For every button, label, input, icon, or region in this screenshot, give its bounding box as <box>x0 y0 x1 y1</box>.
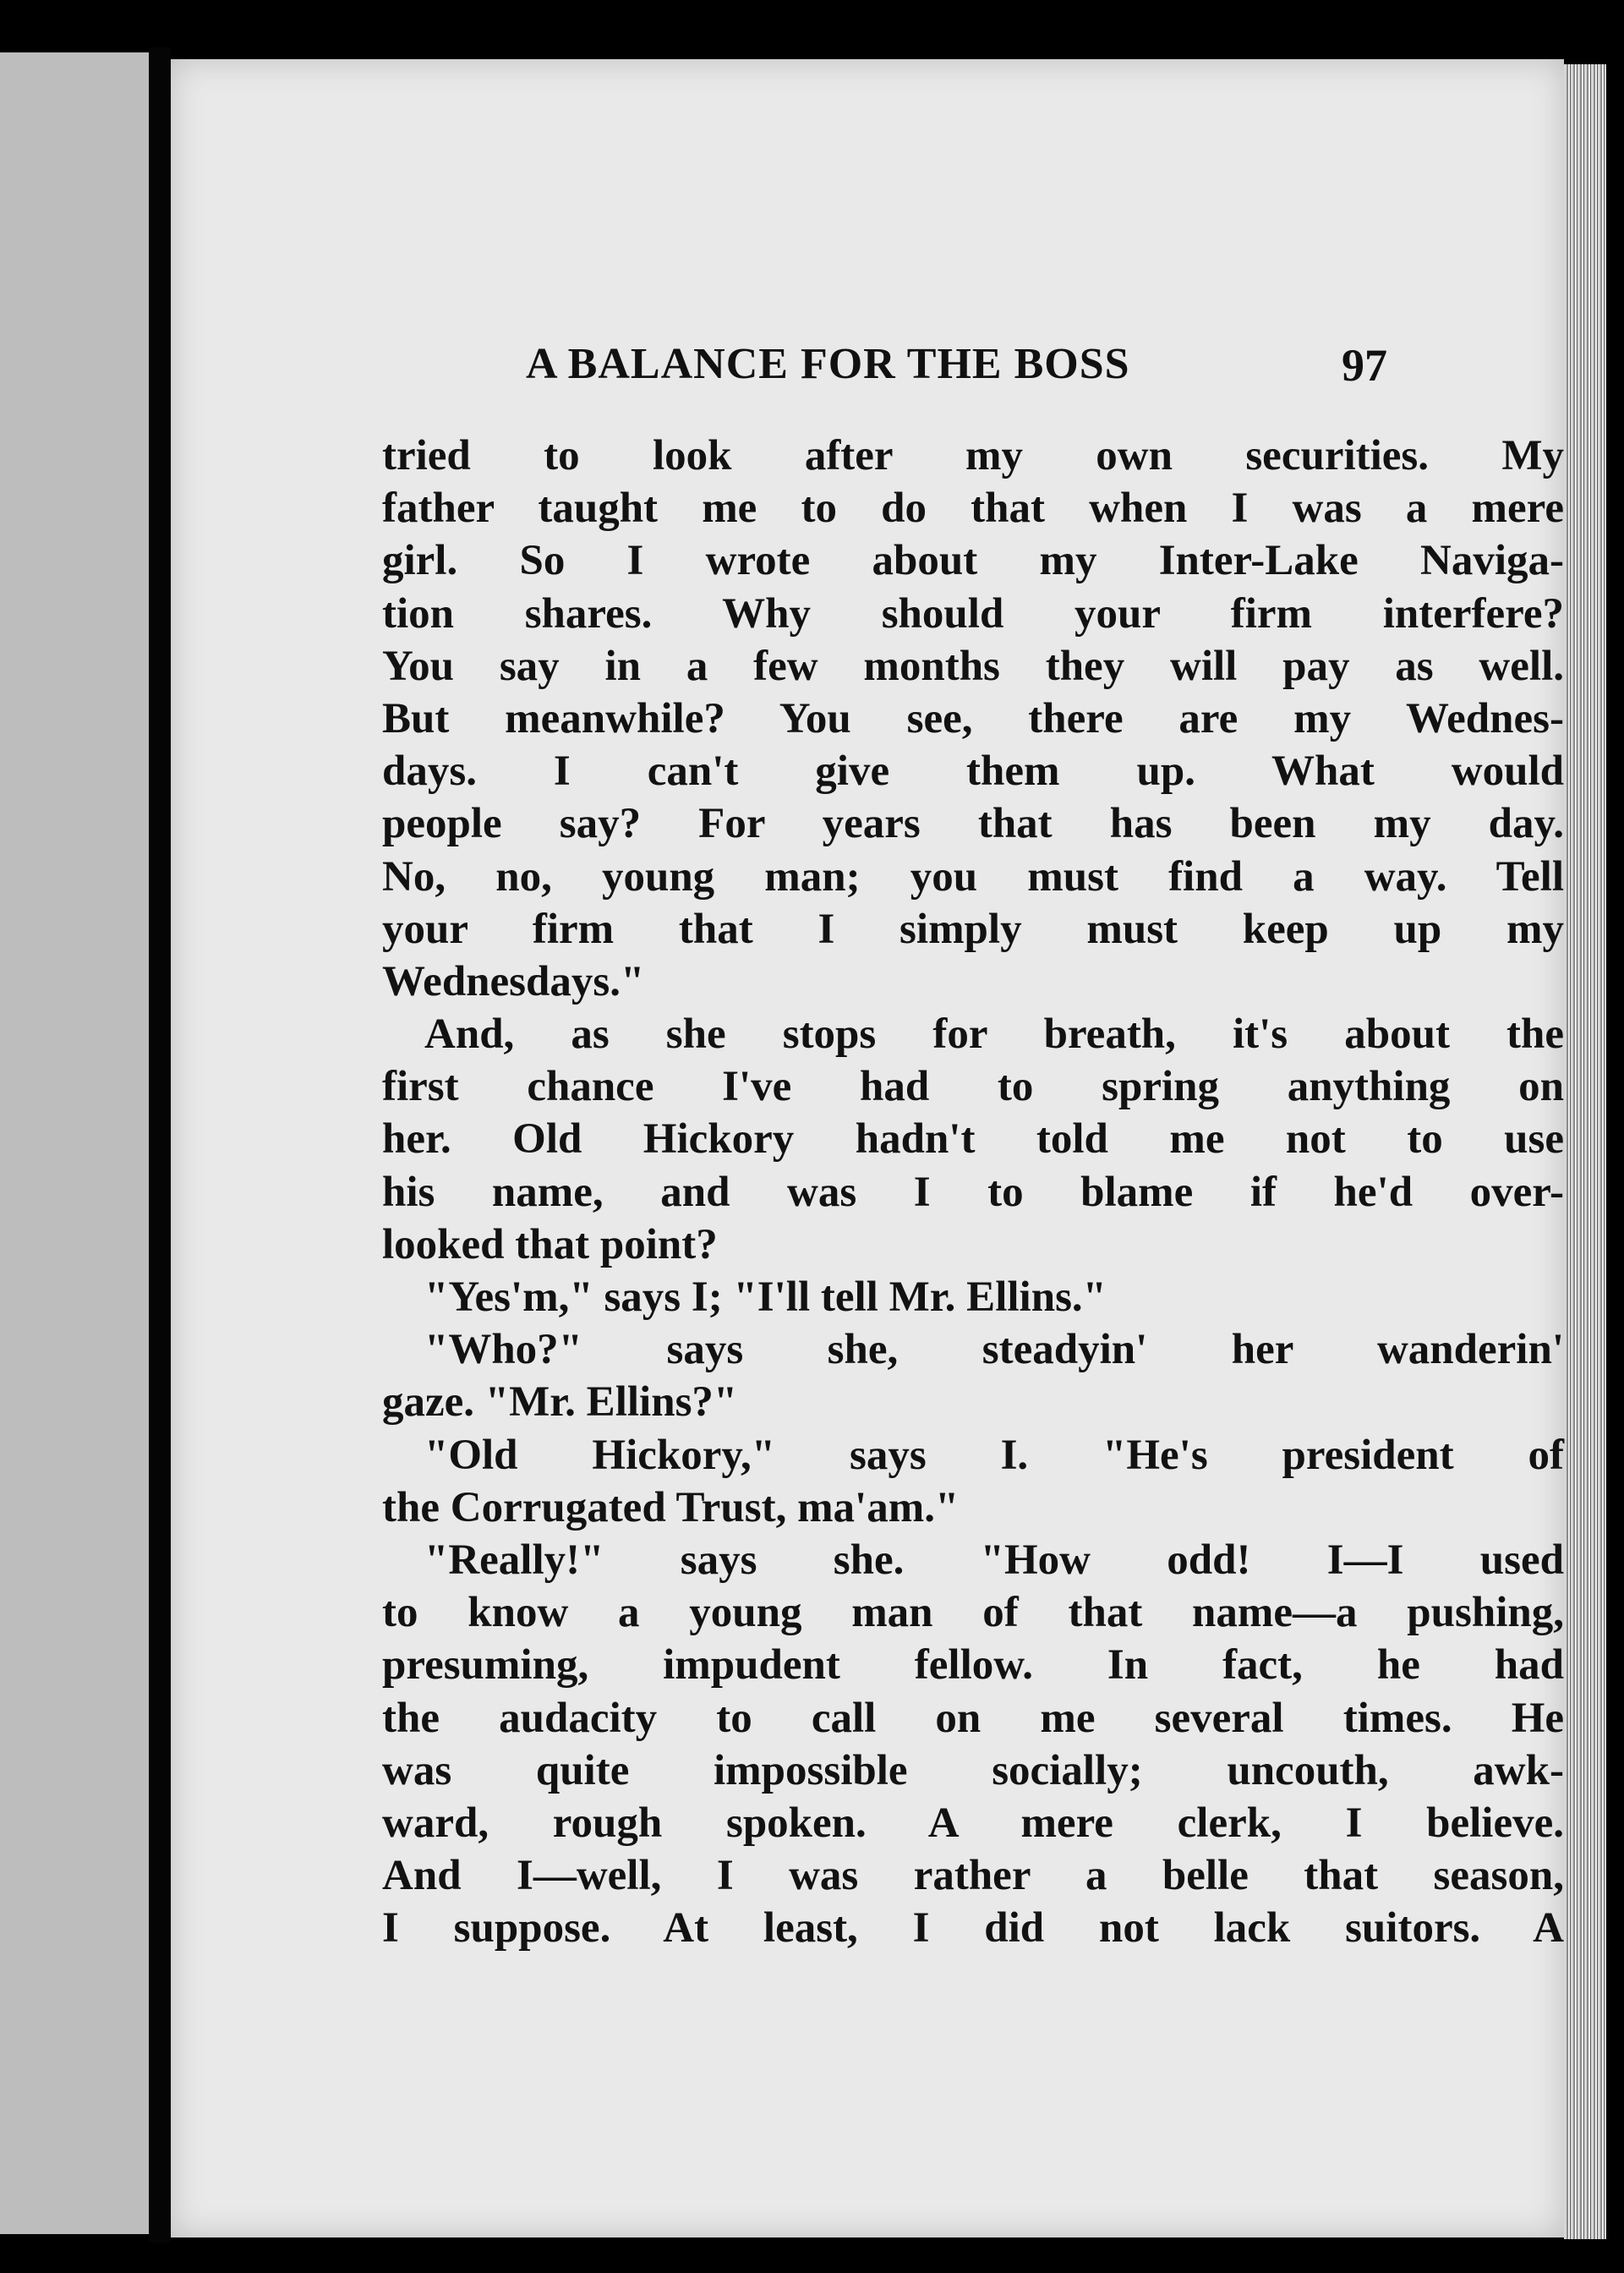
book-binding-gutter <box>149 47 171 2243</box>
text-line: people say? For years that has been my day. <box>382 800 1564 848</box>
paragraph-first-line: "Yes'm," says I; "I'll tell Mr. Ellins." <box>424 1273 1107 1321</box>
text-line: to know a young man of that name—a pushing, <box>382 1589 1564 1637</box>
running-head <box>171 339 1564 407</box>
body-text <box>382 430 1564 1954</box>
text-line: the Corrugated Trust, ma'am." <box>382 1483 960 1531</box>
left-page-edge <box>0 52 149 2234</box>
page-number: 97 <box>1342 340 1387 391</box>
text-line: gaze. "Mr. Ellins?" <box>382 1378 738 1427</box>
text-line: your firm that I simply must keep up my <box>382 905 1564 953</box>
paragraph-first-line: And, as she stops for breath, it's about the <box>424 1011 1564 1059</box>
text-line: girl. So I wrote about my Inter-Lake Naviga- <box>382 537 1564 585</box>
text-line: the audacity to call on me several times. He <box>382 1694 1564 1742</box>
text-line: I suppose. At least, I did not lack suitors. A <box>382 1904 1564 1953</box>
text-line: tried to look after my own securities. My <box>382 432 1564 479</box>
text-line: looked that point? <box>382 1220 718 1268</box>
text-line: father taught me to do that when I was a mere <box>382 485 1564 533</box>
text-line: presuming, impudent fellow. In fact, he had <box>382 1641 1564 1690</box>
text-line: You say in a few months they will pay as well. <box>382 642 1564 690</box>
paragraph-first-line: "Old Hickory," says I. "He's president of <box>424 1431 1564 1479</box>
book-page <box>171 59 1564 2237</box>
text-line: first chance I've had to spring anything on <box>382 1063 1564 1111</box>
running-head-title: A BALANCE FOR THE BOSS <box>526 340 1130 388</box>
text-line: tion shares. Why should your firm interfere? <box>382 589 1564 638</box>
text-line: But meanwhile? You see, there are my Wednes- <box>382 694 1564 742</box>
text-line: his name, and was I to blame if he'd over- <box>382 1168 1564 1216</box>
text-line: ward, rough spoken. A mere clerk, I believe. <box>382 1799 1564 1847</box>
text-line: No, no, young man; you must find a way. Tell <box>382 852 1564 901</box>
text-line: was quite impossible socially; uncouth, awk- <box>382 1746 1564 1794</box>
text-line: her. Old Hickory hadn't told me not to use <box>382 1115 1564 1164</box>
paragraph-first-line: "Who?" says she, steadyin' her wanderin' <box>424 1326 1564 1374</box>
text-line: Wednesdays." <box>382 957 645 1005</box>
text-line: days. I can't give them up. What would <box>382 748 1564 796</box>
paragraph-first-line: "Really!" says she. "How odd! I—I used <box>424 1536 1564 1584</box>
page-stack-edges <box>1564 64 1606 2239</box>
text-line: And I—well, I was rather a belle that season, <box>382 1852 1564 1900</box>
